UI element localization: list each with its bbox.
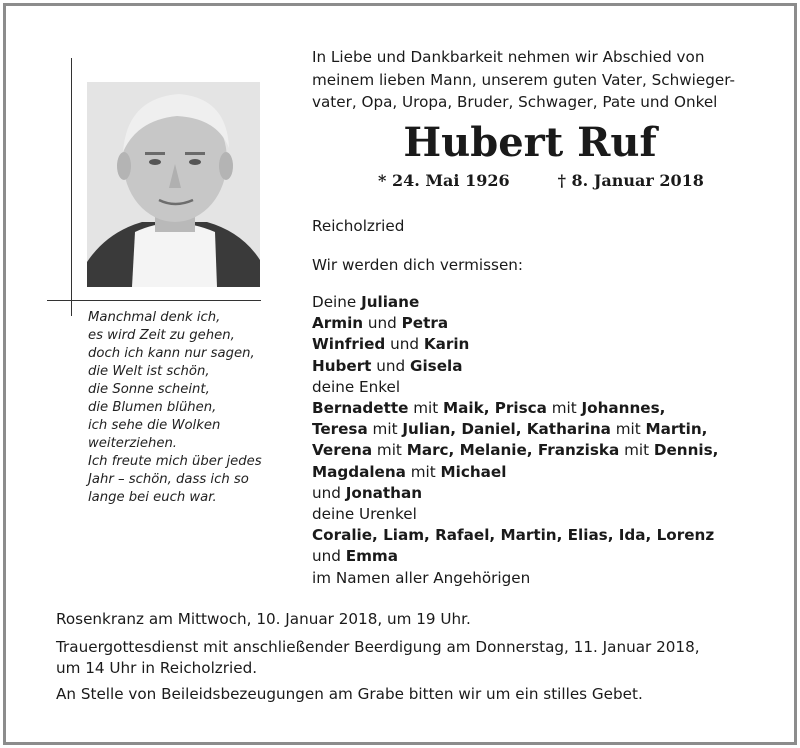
family-line: und Emma: [312, 547, 399, 566]
intro-text: [312, 46, 752, 114]
birth-date: * 24. Mai 1926: [378, 171, 510, 190]
poem-line: die Welt ist schön,: [88, 364, 210, 379]
funeral-notice: [56, 637, 756, 679]
family-line: im Namen aller Angehörigen: [312, 568, 531, 587]
family-list: [312, 292, 718, 589]
rosenkranz-notice: Rosenkranz am Mittwoch, 10. Januar 2018, um 19 Uhr.: [56, 610, 471, 628]
miss-text: Wir werden dich vermissen:: [312, 256, 524, 274]
family-line: Winfried und Karin: [312, 335, 470, 354]
family-line: Teresa mit Julian, Daniel, Katharina mit Martin,: [312, 420, 708, 439]
intro-line: meinem lieben Mann, unserem guten Vater, Schwieger-: [312, 70, 735, 89]
family-line: Magdalena mit Michael: [312, 462, 507, 481]
intro-line: In Liebe und Dankbarkeit nehmen wir Abschied von: [312, 48, 705, 66]
place-name: Reicholzried: [312, 217, 405, 235]
poem-line: es wird Zeit zu gehen,: [88, 328, 235, 343]
intro-line: vater, Opa, Uropa, Bruder, Schwager, Pate und Onkel: [312, 93, 718, 111]
life-dates: [378, 171, 704, 190]
poem-line: die Sonne scheint,: [88, 382, 210, 397]
deceased-name: Hubert Ruf: [403, 119, 657, 166]
horizontal-rule: [47, 300, 261, 301]
death-date: † 8. Januar 2018: [557, 171, 704, 190]
family-line: Deine Juliane: [312, 293, 420, 311]
family-line: Hubert und Gisela: [312, 356, 463, 375]
vertical-rule: [71, 58, 72, 316]
family-line: deine Enkel: [312, 377, 401, 396]
poem-line: die Blumen blühen,: [88, 400, 217, 415]
poem-line: Jahr – schön, dass ich so: [88, 472, 249, 487]
family-line: und Jonathan: [312, 483, 423, 502]
family-line: deine Urenkel: [312, 505, 417, 524]
poem-line: lange bei euch war.: [88, 490, 217, 505]
portrait-photo: [87, 82, 260, 287]
poem-line: doch ich kann nur sagen,: [88, 346, 255, 361]
poem-line: Ich freute mich über jedes: [88, 454, 262, 469]
poem-line: Manchmal denk ich,: [88, 310, 221, 325]
family-line: Coralie, Liam, Rafael, Martin, Elias, Ida, Lorenz: [312, 526, 715, 545]
poem-line: ich sehe die Wolken: [88, 418, 221, 433]
condolence-notice: An Stelle von Beileidsbezeugungen am Grabe bitten wir um ein stilles Gebet.: [56, 685, 643, 703]
family-line: Armin und Petra: [312, 314, 449, 333]
family-line: Bernadette mit Maik, Prisca mit Johannes,: [312, 399, 666, 418]
funeral-notice-line: Trauergottesdienst mit anschließender Beerdigung am Donnerstag, 11. Januar 2018,: [56, 638, 700, 656]
funeral-notice-line: um 14 Uhr in Reicholzried.: [56, 659, 258, 677]
family-line: Verena mit Marc, Melanie, Franziska mit Dennis,: [312, 441, 719, 460]
poem: [88, 309, 288, 507]
poem-line: weiterziehen.: [88, 436, 177, 451]
